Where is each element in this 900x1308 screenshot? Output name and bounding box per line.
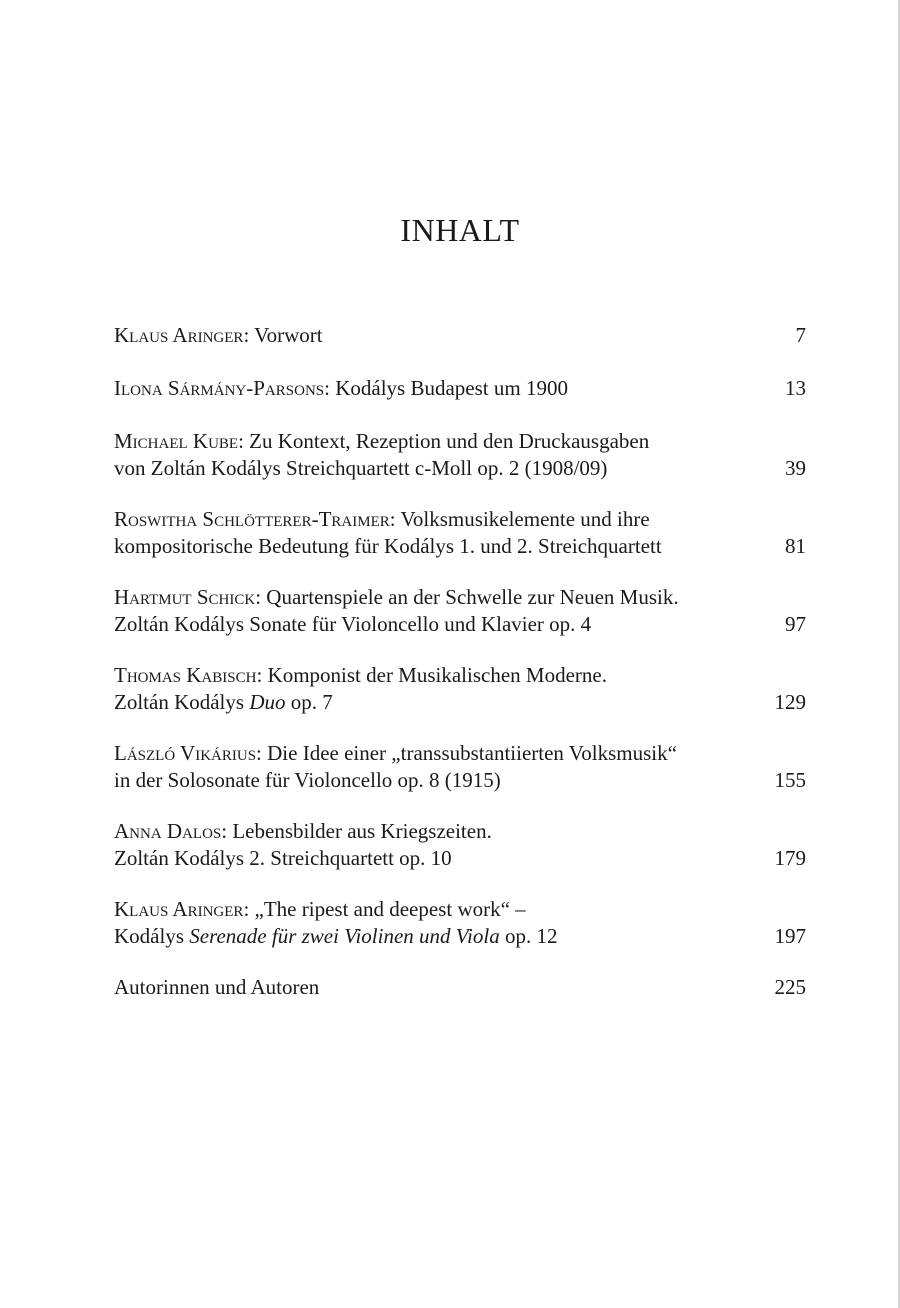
toc-title: Quartenspiele an der Schwelle zur Neuen Musik. — [266, 585, 679, 609]
toc-title: Lebensbilder aus Kriegszeiten. — [232, 819, 492, 843]
toc-page-number: 81 — [785, 534, 806, 558]
toc-title-part: op. 7 — [285, 690, 333, 714]
toc-entry[interactable] — [114, 428, 806, 482]
toc-entry-line-2: kompositorische Bedeutung für Kodálys 1. und 2. Streichquartett — [114, 534, 662, 558]
toc-title-part: Zoltán Kodálys — [114, 690, 250, 714]
toc-separator: : — [243, 897, 255, 921]
toc-separator: : — [256, 741, 268, 765]
toc-entry[interactable] — [114, 375, 806, 402]
toc-entry-text — [114, 818, 746, 872]
toc-entry-line-2 — [114, 689, 746, 716]
toc-entry-line-1 — [114, 662, 746, 689]
toc-title-part: Kodálys — [114, 924, 190, 948]
toc-entry-text — [114, 584, 746, 638]
toc-title: „The ripest and deepest work“ – — [254, 897, 526, 921]
toc-entry-text — [114, 428, 746, 482]
toc-entry-line-2: in der Solosonate für Violoncello op. 8 (1915) — [114, 768, 501, 792]
toc-author: Klaus Aringer — [114, 323, 244, 347]
toc-entry-text — [114, 506, 746, 560]
toc-separator: : — [243, 323, 255, 347]
toc-entry[interactable] — [114, 818, 806, 872]
toc-separator: : — [255, 585, 267, 609]
toc-entry-text — [114, 974, 746, 1001]
toc-entry[interactable] — [114, 662, 806, 716]
toc-entry[interactable] — [114, 974, 806, 1001]
toc-author: Hartmut Schick — [114, 585, 256, 609]
toc-page-number: 179 — [774, 846, 806, 870]
toc-author: Anna Dalos — [114, 819, 222, 843]
toc-entry[interactable] — [114, 322, 806, 349]
toc-entry-line-1 — [114, 740, 746, 767]
toc-entry-text — [114, 662, 746, 716]
toc-page-number: 225 — [774, 975, 806, 999]
toc-title-italic: Serenade für zwei Violinen und Viola — [189, 924, 500, 948]
toc-title: Volksmusikelemente und ihre — [400, 507, 650, 531]
toc-title: Kodálys Budapest um 1900 — [335, 376, 568, 400]
toc-title-part: op. 12 — [499, 924, 558, 948]
toc-entry-line-2 — [114, 923, 746, 950]
toc-author: László Vikárius — [114, 741, 257, 765]
toc-title-italic: Duo — [249, 690, 286, 714]
toc-entry-line-1 — [114, 818, 746, 845]
toc-entry-line-2: Zoltán Kodálys 2. Streichquartett op. 10 — [114, 846, 452, 870]
toc-page-number: 129 — [774, 690, 806, 714]
page-title: INHALT — [400, 212, 520, 248]
toc-title: Komponist der Musikalischen Moderne. — [267, 663, 607, 687]
toc-page-number: 39 — [785, 456, 806, 480]
toc-entry-text — [114, 896, 746, 950]
toc-page-number: 7 — [795, 323, 806, 347]
toc-entry[interactable] — [114, 506, 806, 560]
toc-title: Vorwort — [254, 323, 323, 347]
toc-entry-text — [114, 375, 746, 402]
toc-entry[interactable] — [114, 740, 806, 794]
toc-title: Autorinnen und Autoren — [114, 975, 320, 999]
toc-author: Klaus Aringer — [114, 897, 244, 921]
toc-entry-line-1 — [114, 974, 746, 1001]
toc-entry-line-1 — [114, 322, 746, 349]
toc-entry-line-1 — [114, 428, 746, 455]
toc-entry[interactable] — [114, 896, 806, 950]
toc-separator: : — [389, 507, 401, 531]
toc-page-number: 97 — [785, 612, 806, 636]
toc-page-number: 155 — [774, 768, 806, 792]
toc-title: Die Idee einer „transsubstantiierten Volksmusik“ — [267, 741, 677, 765]
toc-entry-text — [114, 740, 746, 794]
toc-entry-line-1 — [114, 896, 746, 923]
toc-entry-line-1 — [114, 584, 746, 611]
toc-author: Thomas Kabisch — [114, 663, 257, 687]
toc-entry-text — [114, 322, 746, 349]
toc-author: Roswitha Schlötterer-Traimer — [114, 507, 390, 531]
toc-page-number: 197 — [774, 924, 806, 948]
toc-entry-line-1 — [114, 375, 746, 402]
toc-entry-line-1 — [114, 506, 746, 533]
toc-separator: : — [256, 663, 268, 687]
toc-entry-line-2: von Zoltán Kodálys Streichquartett c-Moll op. 2 (1908/09) — [114, 456, 608, 480]
toc-separator: : — [221, 819, 233, 843]
toc-page-number: 13 — [785, 376, 806, 400]
toc-title: Zu Kontext, Rezeption und den Druckausgaben — [249, 429, 650, 453]
toc-separator: : — [238, 429, 250, 453]
toc-entry[interactable] — [114, 584, 806, 638]
toc-author: Ilona Sármány-Parsons — [114, 376, 325, 400]
toc-entry-line-2: Zoltán Kodálys Sonate für Violoncello und Klavier op. 4 — [114, 612, 592, 636]
table-of-contents — [114, 322, 806, 1001]
toc-separator: : — [324, 376, 336, 400]
toc-author: Michael Kube — [114, 429, 239, 453]
